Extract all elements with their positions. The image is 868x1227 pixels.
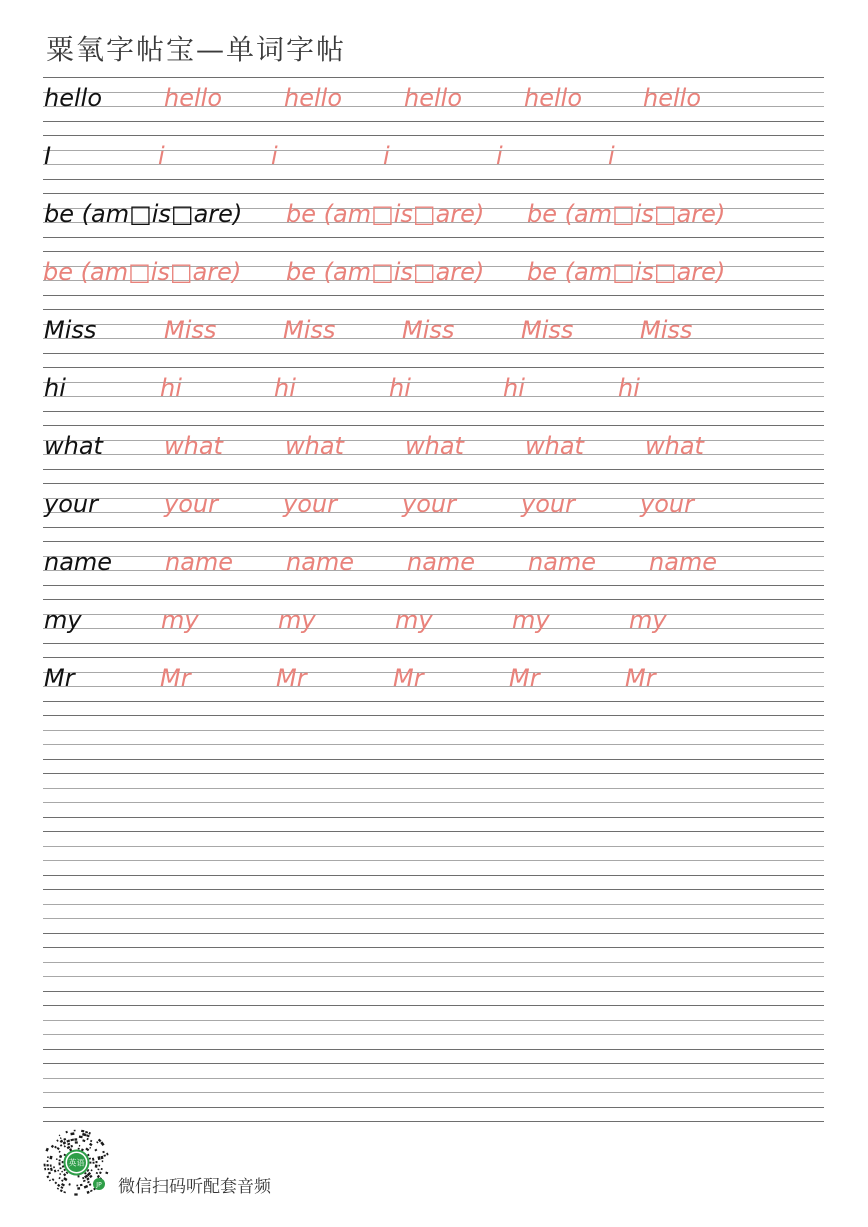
qr-dot xyxy=(60,1144,63,1147)
ruled-line xyxy=(43,904,824,905)
trace-word: Miss xyxy=(164,316,217,344)
ruled-line xyxy=(43,657,824,658)
qr-dot xyxy=(50,1164,52,1166)
ruled-line xyxy=(43,991,824,992)
trace-word: hi xyxy=(503,374,525,402)
model-word: hello xyxy=(44,84,102,112)
ruled-line xyxy=(43,817,824,818)
ruled-line xyxy=(43,295,824,296)
ruled-line xyxy=(43,585,824,586)
trace-word: hello xyxy=(284,84,342,112)
qr-logo-text: 英语 xyxy=(68,1158,85,1168)
ruled-line xyxy=(43,469,824,470)
qr-dot xyxy=(95,1164,98,1167)
qr-dot xyxy=(96,1161,98,1163)
practice-row xyxy=(43,367,824,425)
trace-word: hi xyxy=(618,374,640,402)
ruled-line xyxy=(43,237,824,238)
qr-dot xyxy=(102,1160,104,1162)
qr-dot xyxy=(61,1183,65,1186)
ruled-line xyxy=(43,309,824,310)
ruled-line xyxy=(43,976,824,977)
qr-dot xyxy=(81,1130,84,1133)
qr-dot xyxy=(46,1164,48,1166)
qr-dot xyxy=(47,1156,49,1158)
ruled-line xyxy=(43,353,824,354)
ruled-line xyxy=(43,701,824,702)
qr-dot xyxy=(90,1140,93,1143)
ruled-line xyxy=(43,541,824,542)
model-word: name xyxy=(44,548,113,576)
ruled-line xyxy=(43,846,824,847)
qr-dot xyxy=(63,1173,66,1176)
trace-word: Mr xyxy=(509,664,540,692)
trace-word: your xyxy=(164,490,218,518)
qr-dot xyxy=(92,1158,95,1161)
ruled-line xyxy=(43,121,824,122)
ruled-line xyxy=(43,367,824,368)
trace-word: hi xyxy=(274,374,296,402)
blank-practice-row xyxy=(43,889,824,947)
qr-dot xyxy=(89,1175,92,1178)
qr-dot xyxy=(106,1153,108,1156)
ruled-line xyxy=(43,643,824,644)
trace-word: hello xyxy=(643,84,701,112)
ruled-line xyxy=(43,715,824,716)
qr-dot xyxy=(63,1138,66,1141)
practice-row xyxy=(43,541,824,599)
ruled-line xyxy=(43,933,824,934)
practice-row xyxy=(43,657,824,715)
ruled-line xyxy=(43,193,824,194)
trace-word: be (am□is□are) xyxy=(527,258,726,286)
qr-dot xyxy=(44,1168,46,1171)
qr-dot xyxy=(83,1180,86,1183)
qr-dot xyxy=(93,1162,95,1164)
ruled-line xyxy=(43,744,824,745)
qr-dot xyxy=(89,1158,91,1160)
qr-dot xyxy=(53,1166,55,1168)
qr-dot xyxy=(46,1175,49,1178)
qr-dot xyxy=(82,1133,86,1136)
qr-dot xyxy=(86,1138,88,1140)
qr-dot xyxy=(63,1141,67,1145)
trace-word: be (am□is□are) xyxy=(286,258,485,286)
trace-word: hi xyxy=(160,374,182,402)
qr-dot xyxy=(99,1171,102,1174)
qr-dot xyxy=(65,1131,67,1134)
ruled-line xyxy=(43,1121,824,1122)
trace-word: your xyxy=(402,490,456,518)
qr-dot xyxy=(75,1141,78,1143)
qr-dot xyxy=(87,1191,90,1194)
qr-dot xyxy=(78,1148,80,1150)
ruled-line xyxy=(43,860,824,861)
qr-dot xyxy=(58,1162,60,1165)
blank-practice-row xyxy=(43,1005,824,1063)
qr-dot xyxy=(44,1164,46,1167)
ruled-line xyxy=(43,411,824,412)
qr-dot xyxy=(77,1187,80,1190)
qr-dot xyxy=(47,1168,49,1170)
qr-dot xyxy=(91,1169,93,1171)
blank-practice-row xyxy=(43,947,824,1005)
qr-dot xyxy=(89,1183,92,1186)
model-word: Mr xyxy=(44,664,75,692)
qr-dot xyxy=(79,1145,81,1147)
trace-word: hi xyxy=(389,374,411,402)
qr-dot xyxy=(88,1132,91,1135)
ruled-line xyxy=(43,1049,824,1050)
qr-dot xyxy=(96,1141,98,1143)
practice-row xyxy=(43,193,824,251)
qr-dot xyxy=(59,1159,61,1161)
qr-dot xyxy=(90,1162,92,1164)
practice-row xyxy=(43,599,824,657)
trace-word: i xyxy=(608,142,615,170)
qr-dot xyxy=(66,1139,70,1142)
ruled-line xyxy=(43,773,824,774)
sheet-bottom-edge xyxy=(43,1121,824,1123)
ruled-line xyxy=(43,831,824,832)
qr-dot xyxy=(59,1155,62,1158)
trace-word: your xyxy=(640,490,694,518)
ruled-line xyxy=(43,1020,824,1021)
trace-word: Miss xyxy=(640,316,693,344)
trace-word: what xyxy=(525,432,584,460)
qr-dot xyxy=(82,1177,84,1180)
qr-dot xyxy=(79,1135,83,1138)
qr-dot xyxy=(74,1130,76,1132)
qr-dot xyxy=(97,1156,100,1160)
qr-dot xyxy=(45,1148,49,1152)
trace-word: my xyxy=(161,606,199,634)
trace-word: name xyxy=(165,548,234,576)
trace-word: your xyxy=(283,490,337,518)
ruled-line xyxy=(43,599,824,600)
ruled-line xyxy=(43,425,824,426)
qr-dot xyxy=(94,1149,97,1152)
qr-dot xyxy=(48,1172,51,1175)
practice-row xyxy=(43,483,824,541)
qr-dot xyxy=(70,1145,73,1148)
qr-dot xyxy=(63,1177,67,1181)
qr-dot xyxy=(49,1156,52,1160)
trace-word: name xyxy=(407,548,476,576)
qr-dot xyxy=(77,1175,79,1177)
model-word: my xyxy=(44,606,82,634)
qr-dot xyxy=(90,1190,93,1192)
practice-row xyxy=(43,251,824,309)
practice-row xyxy=(43,425,824,483)
ruled-line xyxy=(43,527,824,528)
trace-word: Mr xyxy=(160,664,191,692)
model-word: what xyxy=(44,432,103,460)
qr-dot xyxy=(57,1187,59,1189)
ruled-line xyxy=(43,1034,824,1035)
model-word: be (am□is□are) xyxy=(44,200,243,228)
qr-dot xyxy=(52,1178,55,1181)
trace-word: be (am□is□are) xyxy=(286,200,485,228)
trace-word: Mr xyxy=(276,664,307,692)
qr-dot xyxy=(67,1143,70,1146)
blank-practice-row xyxy=(43,831,824,889)
qr-dot xyxy=(70,1139,74,1142)
qr-dot xyxy=(74,1138,77,1141)
qr-dot xyxy=(80,1184,83,1187)
qr-dot xyxy=(58,1177,60,1179)
trace-word: Miss xyxy=(402,316,455,344)
qr-dot xyxy=(98,1139,102,1143)
ruled-line xyxy=(43,1107,824,1108)
qr-dot xyxy=(84,1185,88,1189)
ruled-line xyxy=(43,77,824,78)
qr-dot xyxy=(89,1143,93,1147)
blank-practice-row xyxy=(43,1063,824,1121)
qr-dot xyxy=(87,1181,90,1184)
ruled-line xyxy=(43,788,824,789)
trace-word: what xyxy=(405,432,464,460)
trace-word: hello xyxy=(404,84,462,112)
qr-dot xyxy=(50,1168,53,1172)
ruled-line xyxy=(43,1092,824,1093)
ruled-line xyxy=(43,1005,824,1006)
practice-row xyxy=(43,309,824,367)
qr-dot xyxy=(70,1132,74,1135)
trace-word: name xyxy=(649,548,718,576)
trace-word: hello xyxy=(164,84,222,112)
qr-dot xyxy=(85,1131,88,1133)
qr-dot xyxy=(60,1140,64,1143)
trace-word: be (am□is□are) xyxy=(527,200,726,228)
qr-dot xyxy=(105,1171,108,1174)
qr-dot xyxy=(67,1146,71,1149)
qr-dot xyxy=(62,1161,64,1163)
qr-dot xyxy=(54,1169,57,1172)
trace-word: my xyxy=(395,606,433,634)
qr-dot xyxy=(103,1155,106,1157)
practice-sheet xyxy=(43,77,824,1123)
ruled-line xyxy=(43,1078,824,1079)
qr-dot xyxy=(60,1186,63,1189)
practice-row xyxy=(43,77,824,135)
trace-word: what xyxy=(645,432,704,460)
ruled-line xyxy=(43,135,824,136)
blank-practice-row xyxy=(43,715,824,773)
qr-dot xyxy=(54,1146,57,1149)
qr-dot xyxy=(74,1193,77,1195)
qr-dot xyxy=(54,1181,57,1184)
ruled-line xyxy=(43,251,824,252)
model-word: I xyxy=(44,142,52,170)
qr-dot xyxy=(60,1137,62,1139)
ruled-line xyxy=(43,802,824,803)
ruled-line xyxy=(43,730,824,731)
trace-word: your xyxy=(521,490,575,518)
qr-dot xyxy=(101,1156,104,1159)
qr-dot xyxy=(47,1160,49,1162)
trace-word: Mr xyxy=(625,664,656,692)
qr-dot xyxy=(96,1172,99,1174)
qr-dot xyxy=(59,1173,61,1175)
qr-dot xyxy=(59,1151,61,1153)
qr-dot xyxy=(57,1184,60,1187)
qr-dot xyxy=(101,1168,103,1170)
trace-word: what xyxy=(164,432,223,460)
trace-word: i xyxy=(496,142,503,170)
qr-dot xyxy=(82,1139,85,1142)
practice-row xyxy=(43,135,824,193)
trace-word: name xyxy=(286,548,355,576)
qr-dot xyxy=(51,1145,54,1148)
qr-dot xyxy=(59,1134,61,1136)
trace-word: Miss xyxy=(283,316,336,344)
ruled-line xyxy=(43,759,824,760)
qr-dot xyxy=(60,1189,63,1192)
qr-dot xyxy=(100,1141,104,1146)
qr-dot xyxy=(63,1191,66,1193)
qr-dot xyxy=(56,1158,58,1160)
model-word: hi xyxy=(44,374,66,402)
ruled-line xyxy=(43,889,824,890)
trace-word: i xyxy=(383,142,390,170)
qr-dot xyxy=(56,1139,58,1142)
trace-word: i xyxy=(158,142,165,170)
footer-caption: 微信扫码听配套音频 xyxy=(118,1177,271,1197)
ruled-line xyxy=(43,875,824,876)
ruled-line xyxy=(43,962,824,963)
qr-dot xyxy=(97,1168,99,1170)
qr-dot xyxy=(57,1170,59,1172)
trace-word: Miss xyxy=(521,316,574,344)
trace-word: i xyxy=(271,142,278,170)
ruled-line xyxy=(43,179,824,180)
ruled-line xyxy=(43,483,824,484)
qr-dot xyxy=(76,1185,78,1187)
trace-word: be (am□is□are) xyxy=(43,258,242,286)
qr-code-icon[interactable] xyxy=(41,1127,112,1198)
trace-word: Mr xyxy=(393,664,424,692)
ruled-line xyxy=(43,947,824,948)
qr-dot xyxy=(85,1147,89,1151)
trace-word: what xyxy=(285,432,344,460)
model-word: Miss xyxy=(44,316,97,344)
trace-word: my xyxy=(512,606,550,634)
qr-dot xyxy=(86,1134,90,1137)
qr-dot xyxy=(61,1179,64,1182)
trace-word: hello xyxy=(524,84,582,112)
qr-dot xyxy=(97,1175,100,1178)
trace-word: my xyxy=(629,606,667,634)
page-title: 粟氧字帖宝—单词字帖 xyxy=(46,33,347,66)
ruled-line xyxy=(43,918,824,919)
trace-word: my xyxy=(278,606,316,634)
qr-dot xyxy=(98,1165,100,1167)
qr-dot xyxy=(68,1183,70,1186)
trace-word: name xyxy=(528,548,597,576)
blank-practice-row xyxy=(43,773,824,831)
qr-dot xyxy=(89,1147,91,1149)
qr-corner-text: JP xyxy=(96,1181,102,1189)
qr-dot xyxy=(61,1171,63,1173)
model-word: your xyxy=(44,490,98,518)
qr-dot xyxy=(57,1147,60,1150)
qr-dot xyxy=(86,1177,89,1180)
qr-dot xyxy=(64,1145,66,1147)
qr-dot xyxy=(49,1179,51,1181)
qr-dot xyxy=(59,1167,61,1169)
ruled-line xyxy=(43,1063,824,1064)
qr-dot xyxy=(102,1151,105,1154)
